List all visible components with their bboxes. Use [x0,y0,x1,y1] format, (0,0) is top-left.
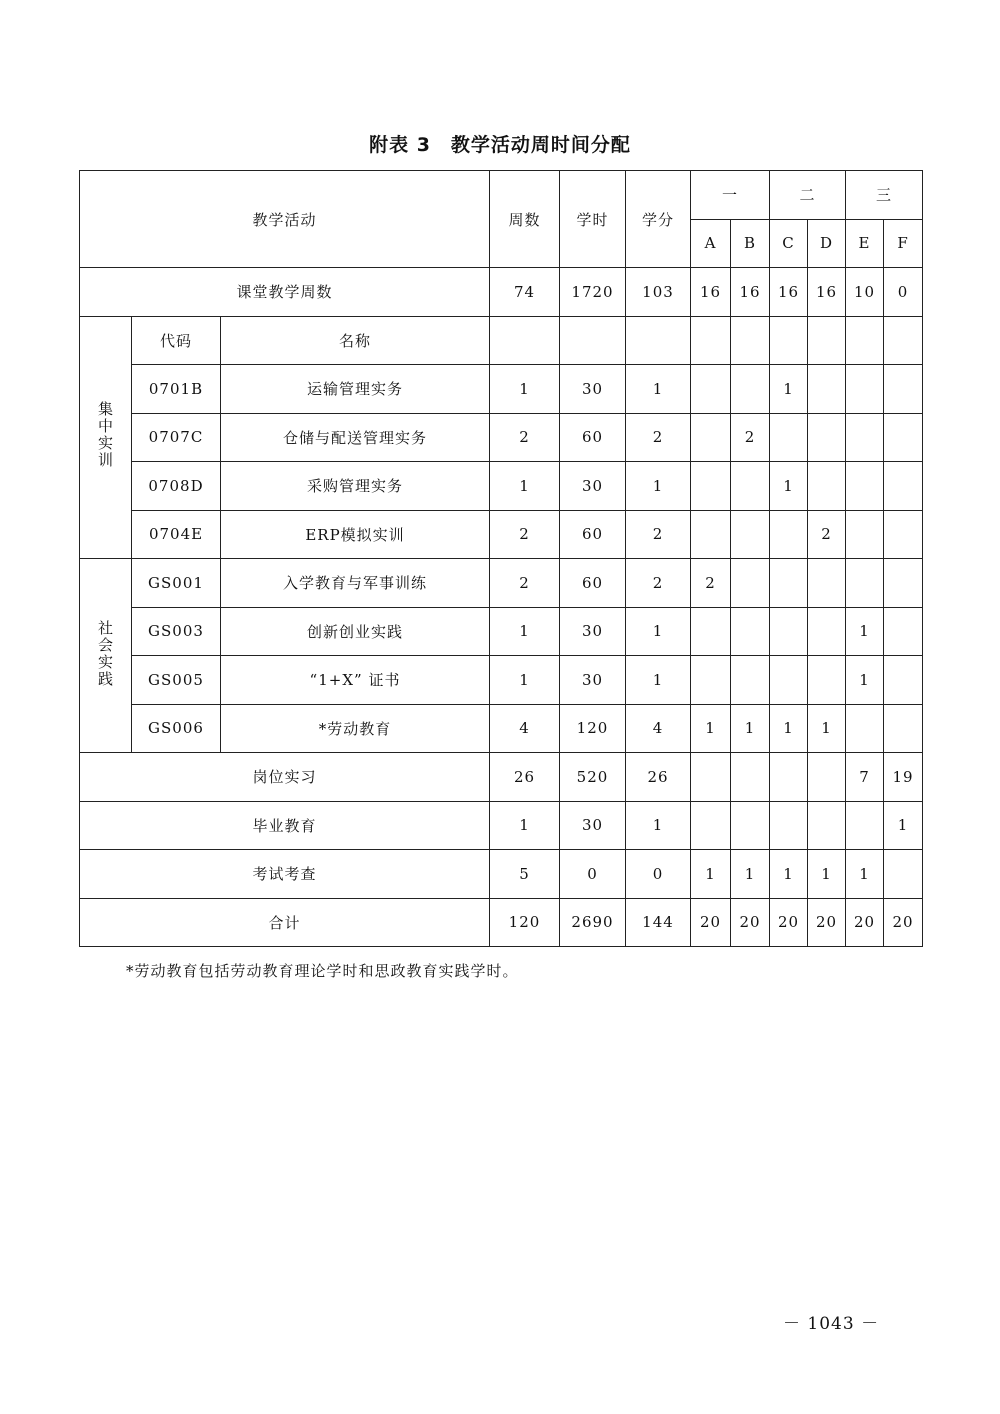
course-hours: 30 [560,656,626,705]
course-hours [560,316,626,365]
course-credits: 1 [626,656,691,705]
summary-term-d: 1 [808,850,846,899]
table-row [80,510,923,559]
course-term-b [731,607,770,656]
summary-label: 考试考查 [80,850,490,899]
group-label-cell [80,559,132,753]
course-weeks: 2 [490,510,560,559]
summary-term-b: 20 [731,898,770,947]
course-term-e [846,559,884,608]
course-hours: 60 [560,413,626,462]
summary-credits: 144 [626,898,691,947]
course-code: 代码 [132,316,221,365]
course-term-d: 1 [808,704,846,753]
course-code: 0704E [132,510,221,559]
course-term-c: 1 [770,462,808,511]
header-year-3: 三 [846,171,923,220]
summary-term-e: 20 [846,898,884,947]
classroom-term-f: 0 [884,268,923,317]
course-term-c: 1 [770,365,808,414]
course-term-a: 2 [691,559,731,608]
course-term-a [691,365,731,414]
header-year-1: 一 [691,171,770,220]
summary-term-e: 7 [846,753,884,802]
course-code: 0708D [132,462,221,511]
summary-hours: 30 [560,801,626,850]
course-code: 0707C [132,413,221,462]
summary-term-c [770,801,808,850]
header-credits: 学分 [626,171,691,268]
course-term-a [691,316,731,365]
course-term-f [884,316,923,365]
course-term-d [808,365,846,414]
classroom-term-c: 16 [770,268,808,317]
classroom-row [80,268,923,317]
summary-term-e [846,801,884,850]
table-row [80,656,923,705]
course-term-d [808,462,846,511]
course-weeks: 1 [490,462,560,511]
group-label: 集中实训 [96,401,114,470]
classroom-term-e: 10 [846,268,884,317]
course-credits [626,316,691,365]
course-weeks: 1 [490,365,560,414]
summary-label: 毕业教育 [80,801,490,850]
course-weeks: 1 [490,656,560,705]
table-row [80,559,923,608]
course-weeks: 2 [490,413,560,462]
course-term-f [884,510,923,559]
table-row [80,462,923,511]
summary-row [80,801,923,850]
classroom-term-a: 16 [691,268,731,317]
summary-term-a: 20 [691,898,731,947]
course-term-a [691,462,731,511]
classroom-credits: 103 [626,268,691,317]
summary-term-f: 19 [884,753,923,802]
summary-term-d: 20 [808,898,846,947]
course-term-f [884,365,923,414]
summary-row [80,753,923,802]
header-row-years [80,171,923,220]
summary-term-a: 1 [691,850,731,899]
course-term-e [846,316,884,365]
table-row [80,607,923,656]
summary-weeks: 26 [490,753,560,802]
summary-term-f [884,850,923,899]
course-term-b [731,316,770,365]
summary-term-d [808,753,846,802]
summary-hours: 520 [560,753,626,802]
course-term-c [770,510,808,559]
course-term-b: 1 [731,704,770,753]
course-term-d [808,316,846,365]
course-name: 创新创业实践 [221,607,490,656]
header-activity: 教学活动 [80,171,490,268]
course-term-f [884,607,923,656]
course-term-d [808,656,846,705]
course-term-c [770,607,808,656]
header-term-a: A [691,219,731,268]
course-term-f [884,559,923,608]
group-label-cell [80,316,132,559]
summary-row [80,850,923,899]
course-credits: 1 [626,365,691,414]
course-term-a [691,413,731,462]
course-term-b [731,365,770,414]
classroom-hours: 1720 [560,268,626,317]
course-code: 0701B [132,365,221,414]
course-credits: 2 [626,559,691,608]
course-term-f [884,704,923,753]
course-name: 名称 [221,316,490,365]
course-weeks: 1 [490,607,560,656]
table-row [80,704,923,753]
classroom-label: 课堂教学周数 [80,268,490,317]
course-code: GS003 [132,607,221,656]
course-hours: 30 [560,365,626,414]
course-term-d [808,559,846,608]
course-term-e [846,365,884,414]
course-term-e [846,704,884,753]
classroom-term-b: 16 [731,268,770,317]
course-hours: 60 [560,559,626,608]
course-name: 入学教育与军事训练 [221,559,490,608]
summary-term-e: 1 [846,850,884,899]
summary-term-a [691,801,731,850]
course-term-b [731,559,770,608]
table-row [80,316,923,365]
summary-weeks: 120 [490,898,560,947]
summary-hours: 2690 [560,898,626,947]
header-year-2: 二 [770,171,846,220]
summary-label: 合计 [80,898,490,947]
course-term-f [884,413,923,462]
course-term-e: 1 [846,607,884,656]
course-term-f [884,656,923,705]
summary-row [80,898,923,947]
summary-weeks: 1 [490,801,560,850]
header-term-f: F [884,219,923,268]
course-term-c [770,656,808,705]
course-term-d [808,607,846,656]
summary-term-f: 20 [884,898,923,947]
classroom-term-d: 16 [808,268,846,317]
page-title: 附表 3 教学活动周时间分配 [369,134,631,156]
course-term-b [731,462,770,511]
summary-term-b: 1 [731,850,770,899]
classroom-weeks: 74 [490,268,560,317]
course-term-a [691,510,731,559]
course-name: ERP模拟实训 [221,510,490,559]
summary-term-a [691,753,731,802]
header-hours: 学时 [560,171,626,268]
course-name: 运输管理实务 [221,365,490,414]
summary-term-d [808,801,846,850]
course-term-c [770,559,808,608]
summary-credits: 1 [626,801,691,850]
course-code: GS005 [132,656,221,705]
header-term-e: E [846,219,884,268]
course-term-d [808,413,846,462]
summary-credits: 26 [626,753,691,802]
header-term-c: C [770,219,808,268]
course-hours: 30 [560,607,626,656]
summary-term-c [770,753,808,802]
course-weeks [490,316,560,365]
group-label: 社会实践 [96,619,114,688]
header-term-d: D [808,219,846,268]
course-term-b [731,656,770,705]
course-term-c [770,413,808,462]
summary-weeks: 5 [490,850,560,899]
course-weeks: 4 [490,704,560,753]
course-term-e [846,413,884,462]
summary-hours: 0 [560,850,626,899]
header-term-b: B [731,219,770,268]
page-number: － 1043 － [783,1314,880,1334]
course-name: “1+X” 证书 [221,656,490,705]
course-credits: 2 [626,510,691,559]
activity-week-table [79,170,923,947]
course-term-c: 1 [770,704,808,753]
summary-term-b [731,753,770,802]
course-term-e: 1 [846,656,884,705]
summary-term-c: 1 [770,850,808,899]
course-term-c [770,316,808,365]
course-term-f [884,462,923,511]
course-credits: 1 [626,462,691,511]
course-name: 采购管理实务 [221,462,490,511]
course-term-e [846,462,884,511]
course-weeks: 2 [490,559,560,608]
course-term-a [691,656,731,705]
summary-term-c: 20 [770,898,808,947]
footnote: *劳动教育包括劳动教育理论学时和思政教育实践学时。 [126,962,519,980]
course-hours: 30 [560,462,626,511]
summary-term-b [731,801,770,850]
course-credits: 1 [626,607,691,656]
summary-label: 岗位实习 [80,753,490,802]
course-hours: 60 [560,510,626,559]
course-term-a: 1 [691,704,731,753]
course-term-a [691,607,731,656]
course-code: GS006 [132,704,221,753]
course-name: *劳动教育 [221,704,490,753]
course-term-d: 2 [808,510,846,559]
summary-term-f: 1 [884,801,923,850]
course-term-b [731,510,770,559]
course-term-b: 2 [731,413,770,462]
course-credits: 4 [626,704,691,753]
course-credits: 2 [626,413,691,462]
course-name: 仓储与配送管理实务 [221,413,490,462]
header-weeks: 周数 [490,171,560,268]
course-term-e [846,510,884,559]
course-hours: 120 [560,704,626,753]
table-row [80,365,923,414]
summary-credits: 0 [626,850,691,899]
course-code: GS001 [132,559,221,608]
table-row [80,413,923,462]
